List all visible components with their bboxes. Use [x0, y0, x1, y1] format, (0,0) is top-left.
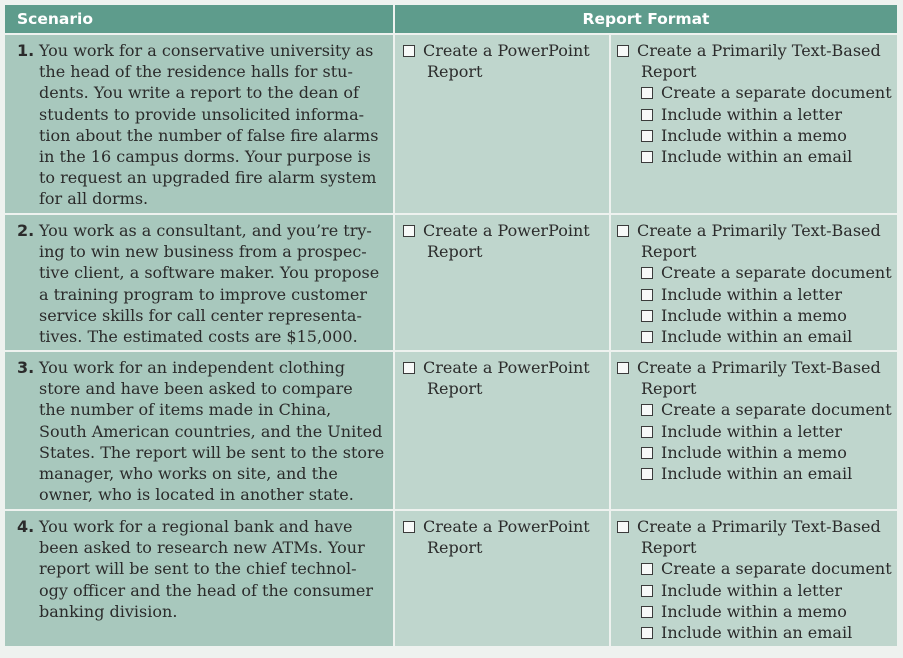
scenario-cell: [4, 510, 394, 647]
powerpoint-option-label: Create a PowerPoint: [423, 221, 590, 240]
scenario-text-line: a training program to improve customer: [39, 284, 368, 304]
powerpoint-option[interactable]: [403, 357, 605, 378]
format-suboption[interactable]: [617, 82, 895, 103]
scenario-text-line: tion about the number of false fire alarms: [39, 125, 379, 145]
scenario-text-line: in the 16 campus dorms. Your purpose is: [39, 147, 371, 167]
scenario-row: [4, 351, 898, 510]
scenario-text-line: service skills for call center representa-: [39, 305, 362, 325]
format-suboption-label: Include within a letter: [661, 580, 843, 600]
scenario-table: [3, 3, 899, 648]
table-header-row: [4, 4, 898, 34]
scenario-text-line: store and have been asked to compare: [39, 379, 353, 399]
text-based-option-label-cont: Report: [641, 62, 697, 82]
scenario-text-line: been asked to research new ATMs. Your: [39, 538, 365, 558]
scenario-text-line: report will be sent to the chief technol-: [39, 559, 357, 579]
text-based-option-label-cont: Report: [641, 379, 697, 399]
format-suboption-label: Create a separate document: [661, 559, 892, 579]
powerpoint-option[interactable]: [403, 40, 605, 61]
checkbox-icon[interactable]: [403, 521, 415, 533]
scenario-cell: [4, 351, 394, 510]
format-suboption[interactable]: [617, 284, 895, 305]
scenario-number: 2.: [17, 221, 35, 240]
scenario-text: You work for a conservative university as: [39, 41, 374, 60]
text-based-option-cell: [610, 510, 898, 647]
format-suboption[interactable]: [617, 558, 895, 579]
report-format-column-header: Report Format: [394, 4, 898, 34]
scenario-cell: [4, 34, 394, 214]
text-based-option-label-cont: Report: [641, 242, 697, 262]
scenario-text-line: [17, 220, 385, 241]
format-suboption-label: Include within a memo: [661, 442, 847, 462]
powerpoint-option-cell: [394, 510, 610, 647]
checkbox-icon[interactable]: [641, 109, 653, 121]
format-suboption-label: Include within an email: [661, 147, 853, 167]
scenario-text-line: [17, 516, 385, 537]
format-suboption[interactable]: [617, 104, 895, 125]
format-suboption-label: Include within an email: [661, 327, 853, 347]
powerpoint-option[interactable]: [403, 220, 605, 241]
scenario-text-line: tive client, a software maker. You propose: [39, 263, 380, 283]
powerpoint-option-label-cont: Report: [427, 538, 483, 558]
scenario-text-line: students to provide unsolicited informa-: [39, 104, 365, 124]
format-suboption[interactable]: [617, 125, 895, 146]
format-suboption[interactable]: [617, 601, 895, 622]
checkbox-icon[interactable]: [641, 151, 653, 163]
format-suboption-label: Include within a letter: [661, 104, 843, 124]
checkbox-icon[interactable]: [641, 87, 653, 99]
scenario-text: You work for an independent clothing: [39, 358, 345, 377]
powerpoint-option-label: Create a PowerPoint: [423, 358, 590, 377]
scenario-text-line: [17, 40, 385, 61]
checkbox-icon[interactable]: [641, 267, 653, 279]
format-suboption-label: Create a separate document: [661, 400, 892, 420]
checkbox-icon[interactable]: [641, 404, 653, 416]
format-suboption[interactable]: [617, 262, 895, 283]
text-based-option-label-cont: Report: [641, 538, 697, 558]
scenario-text-line: to request an upgraded fire alarm system: [39, 168, 377, 188]
checkbox-icon[interactable]: [641, 606, 653, 618]
text-based-option[interactable]: [617, 516, 895, 537]
powerpoint-option-cell: [394, 34, 610, 214]
scenario-text-line: ogy officer and the head of the consumer: [39, 580, 374, 600]
powerpoint-option-cell: [394, 351, 610, 510]
text-based-option-cell: [610, 214, 898, 351]
format-suboption-label: Create a separate document: [661, 263, 892, 283]
format-suboption-label: Include within an email: [661, 623, 853, 643]
scenario-cell: [4, 214, 394, 351]
scenario-text-line: tives. The estimated costs are $15,000.: [39, 327, 358, 347]
format-suboption[interactable]: [617, 580, 895, 601]
checkbox-icon[interactable]: [403, 225, 415, 237]
text-based-option[interactable]: [617, 220, 895, 241]
scenario-text-line: [17, 357, 385, 378]
scenario-text-line: for all dorms.: [39, 189, 149, 209]
scenario-row: [4, 510, 898, 647]
checkbox-icon[interactable]: [403, 362, 415, 374]
powerpoint-option-cell: [394, 214, 610, 351]
scenario-text-line: the number of items made in China,: [39, 400, 332, 420]
text-based-option-label: Create a Primarily Text-Based: [637, 41, 881, 60]
checkbox-icon[interactable]: [641, 289, 653, 301]
scenario-text-line: the head of the residence halls for stu-: [39, 62, 353, 82]
scenario-number: 3.: [17, 358, 35, 377]
checkbox-icon[interactable]: [641, 130, 653, 142]
powerpoint-option-label-cont: Report: [427, 62, 483, 82]
format-suboption[interactable]: [617, 305, 895, 326]
powerpoint-option[interactable]: [403, 516, 605, 537]
powerpoint-option-label-cont: Report: [427, 379, 483, 399]
text-based-option-label: Create a Primarily Text-Based: [637, 358, 881, 377]
checkbox-icon[interactable]: [641, 310, 653, 322]
checkbox-icon[interactable]: [403, 45, 415, 57]
checkbox-icon[interactable]: [641, 627, 653, 639]
format-suboption-label: Create a separate document: [661, 83, 892, 103]
checkbox-icon[interactable]: [617, 45, 629, 57]
format-suboption-label: Include within an email: [661, 464, 853, 484]
scenario-row: [4, 34, 898, 214]
format-suboption-label: Include within a memo: [661, 305, 847, 325]
format-suboption[interactable]: [617, 399, 895, 420]
powerpoint-option-label: Create a PowerPoint: [423, 41, 590, 60]
powerpoint-option-label-cont: Report: [427, 242, 483, 262]
checkbox-icon[interactable]: [641, 426, 653, 438]
format-suboption[interactable]: [617, 622, 895, 643]
scenario-text-line: States. The report will be sent to the store: [39, 442, 385, 462]
checkbox-icon[interactable]: [641, 447, 653, 459]
scenario-text-line: dents. You write a report to the dean of: [39, 83, 359, 103]
scenario-text-line: manager, who works on site, and the: [39, 464, 338, 484]
format-suboption[interactable]: [617, 463, 895, 484]
scenario-text-line: banking division.: [39, 601, 178, 621]
checkbox-icon[interactable]: [641, 331, 653, 343]
text-based-option-label: Create a Primarily Text-Based: [637, 221, 881, 240]
checkbox-icon[interactable]: [641, 585, 653, 597]
scenario-text-line: owner, who is located in another state.: [39, 485, 354, 505]
format-suboption-label: Include within a memo: [661, 125, 847, 145]
powerpoint-option-label: Create a PowerPoint: [423, 517, 590, 536]
scenario-column-header: Scenario: [4, 4, 394, 34]
checkbox-icon[interactable]: [641, 563, 653, 575]
format-suboption-label: Include within a letter: [661, 284, 843, 304]
text-based-option-cell: [610, 351, 898, 510]
scenario-text-line: South American countries, and the United: [39, 421, 383, 441]
format-suboption-label: Include within a letter: [661, 421, 843, 441]
format-suboption[interactable]: [617, 421, 895, 442]
checkbox-icon[interactable]: [617, 225, 629, 237]
text-based-option-label: Create a Primarily Text-Based: [637, 517, 881, 536]
text-based-option-cell: [610, 34, 898, 214]
format-suboption[interactable]: [617, 326, 895, 347]
format-suboption[interactable]: [617, 442, 895, 463]
scenario-text-line: ing to win new business from a prospec-: [39, 242, 367, 262]
scenario-number: 4.: [17, 517, 35, 536]
format-suboption-label: Include within a memo: [661, 601, 847, 621]
scenario-text: You work for a regional bank and have: [39, 517, 353, 536]
checkbox-icon[interactable]: [641, 468, 653, 480]
scenario-number: 1.: [17, 41, 35, 60]
checkbox-icon[interactable]: [617, 362, 629, 374]
text-based-option[interactable]: [617, 357, 895, 378]
checkbox-icon[interactable]: [617, 521, 629, 533]
scenario-text: You work as a consultant, and you’re try-: [39, 221, 372, 240]
format-suboption[interactable]: [617, 146, 895, 167]
text-based-option[interactable]: [617, 40, 895, 61]
scenario-row: [4, 214, 898, 351]
